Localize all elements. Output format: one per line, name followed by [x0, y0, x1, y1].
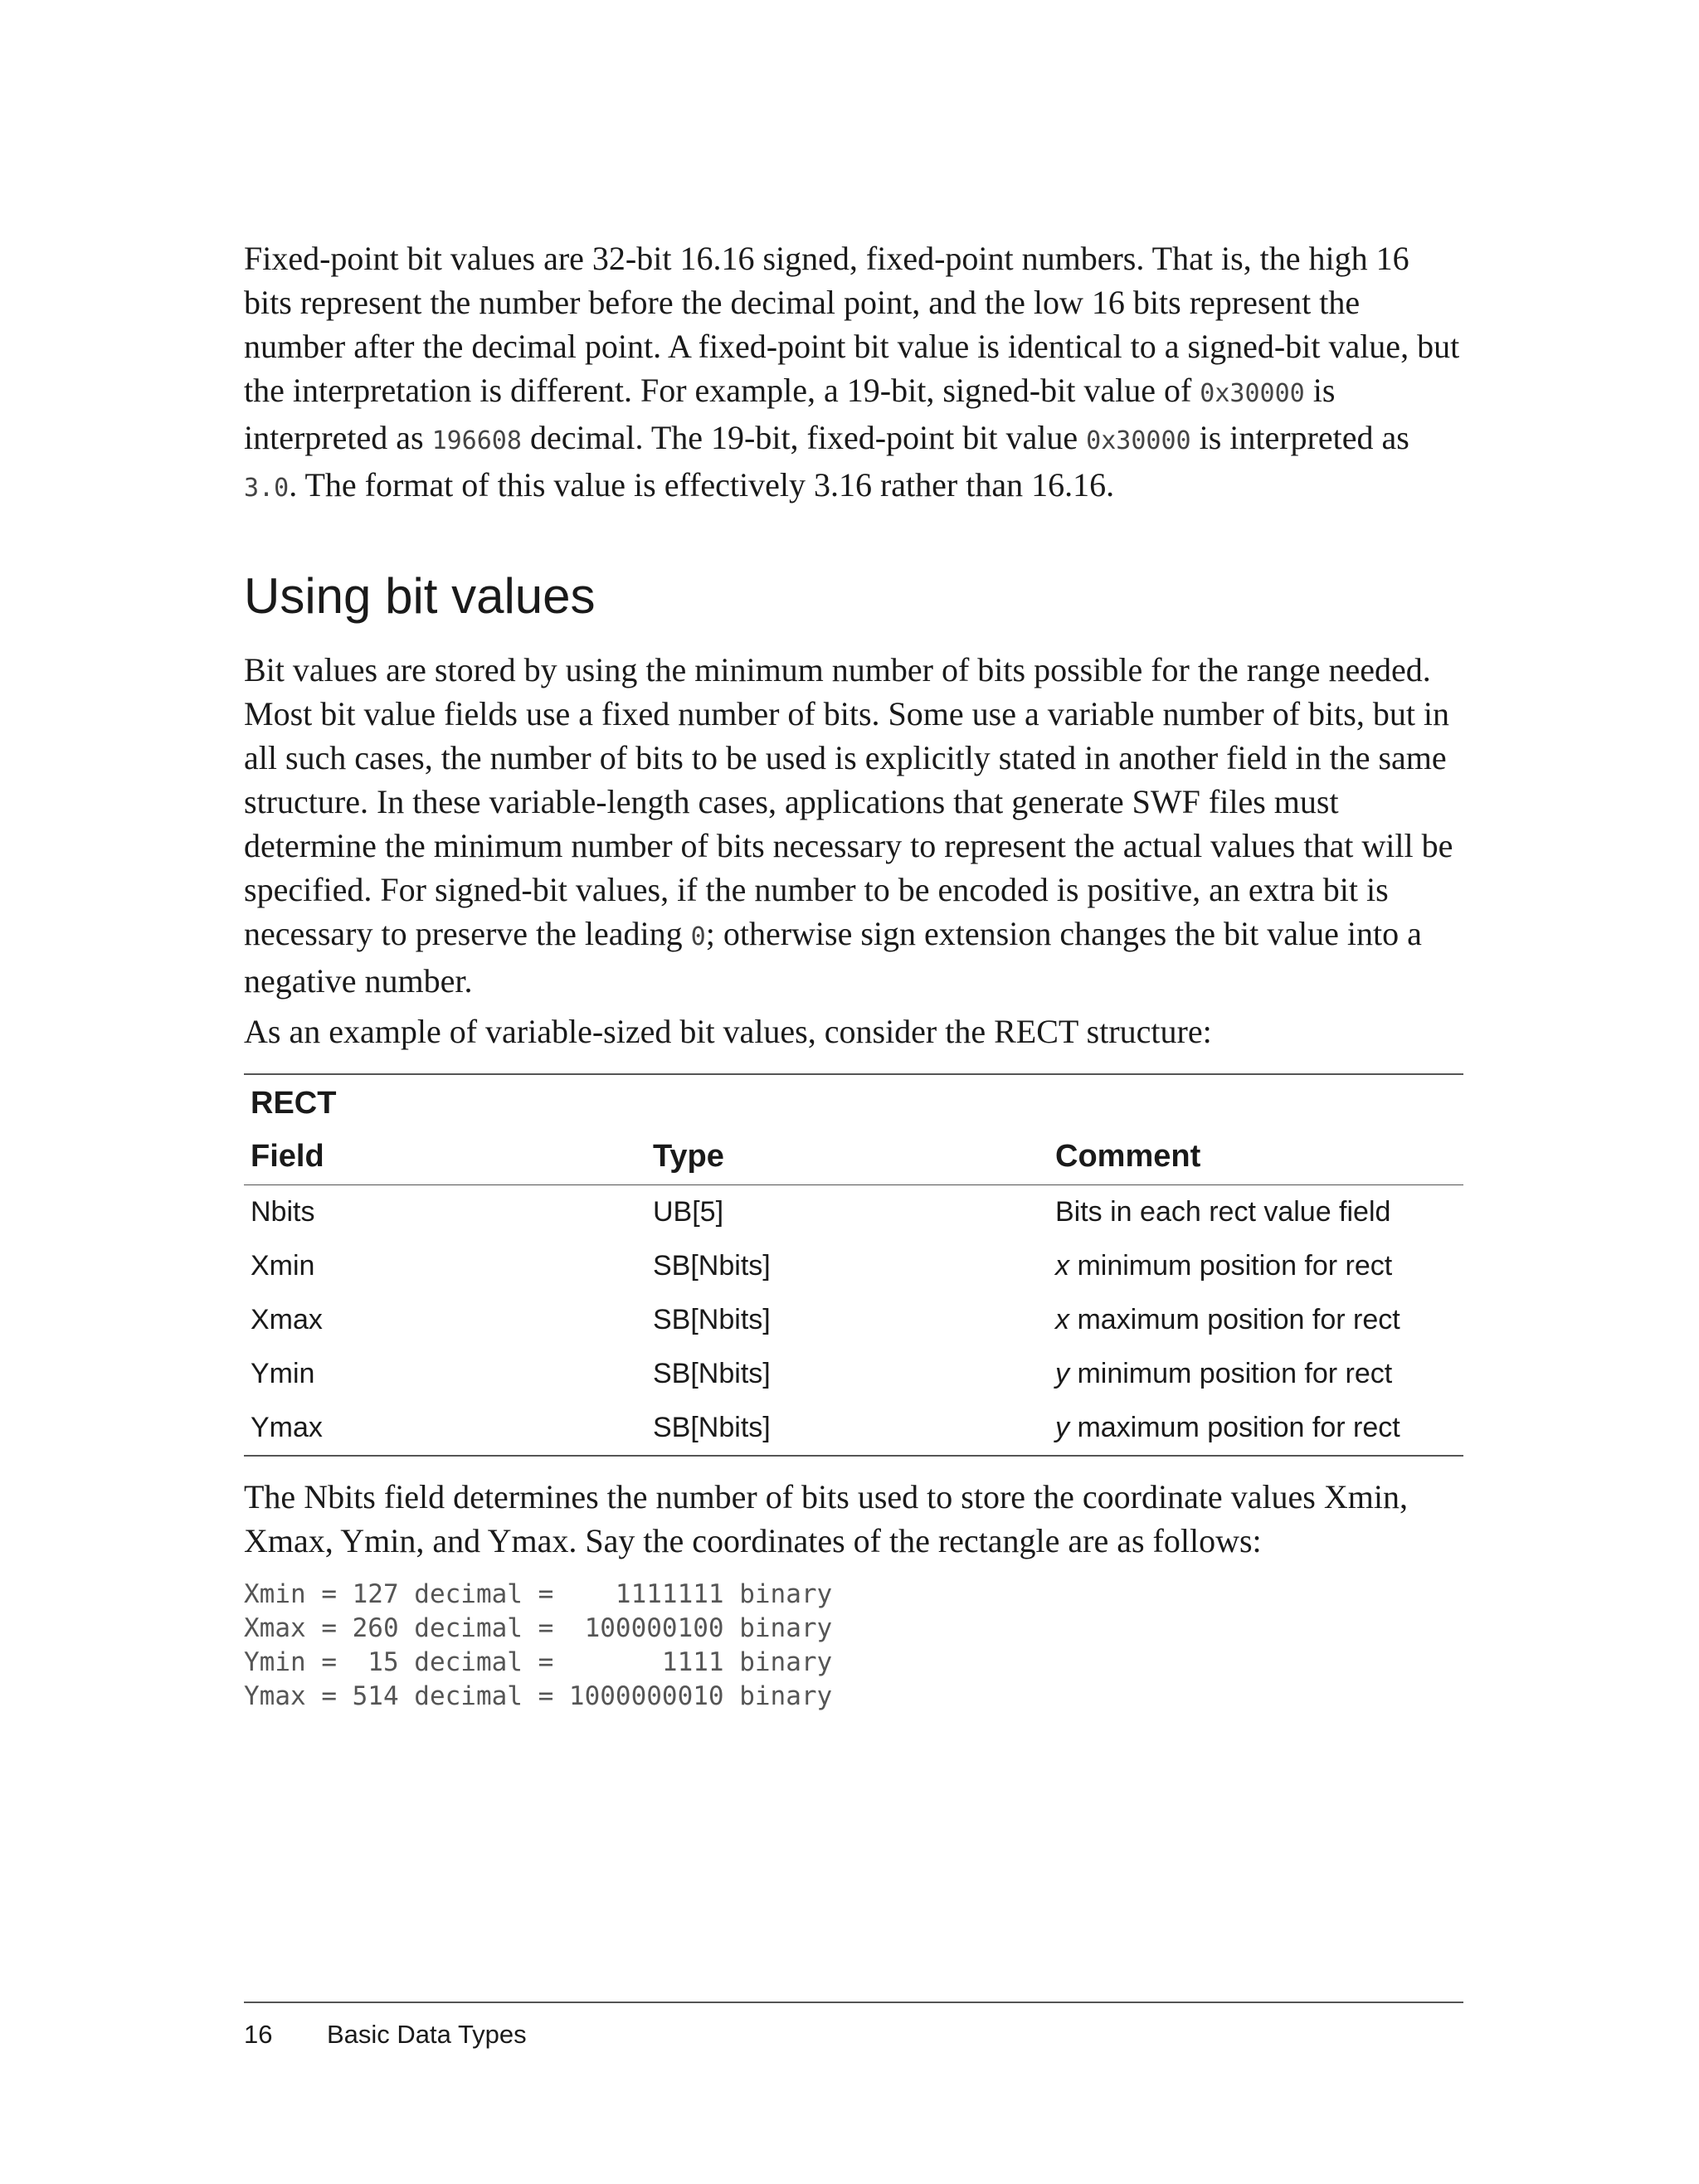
- intro-code-4: 3.0: [244, 474, 290, 503]
- row-comment-text: maximum position for rect: [1069, 1304, 1400, 1335]
- code-line: Ymax = 514 decimal = 1000000010 binary: [244, 1681, 833, 1711]
- table-header-row: [244, 1128, 1463, 1185]
- section-body: [244, 648, 1463, 1003]
- row-field: Nbits: [251, 1196, 315, 1228]
- code-block: [244, 1578, 1463, 1714]
- section-body-text-1: Bit values are stored by using the minimum number of bits possible for the range needed. Most bit value fields use a fixed number of bits. Some use a variable number of bits, but in all such cases, the number of bits to be used is explicitly stated in another field in the same structure. In these variable-length cases, applications that generate SWF files must determine the minimum number of bits necessary to represent the actual values that will be specified. For signed-bit values, if the number to be encoded is positive, an extra bit is necessary to preserve the leading: [244, 651, 1453, 952]
- intro-text-1: Fixed-point bit values are 32-bit 16.16 signed, fixed-point numbers. That is, the high 16 bits represent the number before the decimal point, and the low 16 bits represent the number after the decimal point. A fixed-point bit value is identical to a signed-bit value, but the interpretation is different. For example, a 19-bit, signed-bit value of: [244, 240, 1460, 409]
- table-row: [244, 1185, 1463, 1239]
- table-row: [244, 1293, 1463, 1347]
- row-field: Ymin: [251, 1358, 315, 1389]
- row-comment: [1055, 1358, 1463, 1390]
- table-row: [244, 1239, 1463, 1293]
- row-comment-text: maximum position for rect: [1069, 1412, 1400, 1443]
- code-line: Ymin = 15 decimal = 1111 binary: [244, 1647, 833, 1677]
- after-table-paragraph: The Nbits field determines the number of bits used to store the coordinate values Xmin, Xmax, Ymin, and Ymax. Say the coordinates of the rectangle are as follows:: [244, 1478, 1408, 1559]
- row-comment-var: y: [1055, 1358, 1069, 1389]
- page-content: [244, 236, 1463, 1714]
- code-line: Xmin = 127 decimal = 1111111 binary: [244, 1579, 833, 1609]
- header-comment: Comment: [1055, 1138, 1201, 1174]
- row-comment-var: y: [1055, 1412, 1069, 1443]
- section-heading: Using bit values: [244, 568, 596, 624]
- row-field: Xmin: [251, 1250, 315, 1282]
- intro-text-2: is interpreted as: [244, 372, 1336, 456]
- page-footer: [244, 2002, 1463, 2050]
- row-type: SB[Nbits]: [653, 1412, 771, 1443]
- row-comment-text: minimum position for rect: [1069, 1250, 1393, 1282]
- intro-paragraph: [244, 236, 1463, 510]
- chapter-title: Basic Data Types: [327, 2020, 527, 2049]
- intro-text-3: decimal. The 19-bit, fixed-point bit value: [521, 419, 1087, 456]
- row-comment-var: x: [1055, 1304, 1069, 1335]
- row-type: SB[Nbits]: [653, 1358, 771, 1389]
- code-line: Xmax = 260 decimal = 100000100 binary: [244, 1613, 833, 1643]
- row-type: SB[Nbits]: [653, 1304, 771, 1335]
- row-comment: [1055, 1304, 1463, 1336]
- rect-table: [244, 1073, 1463, 1457]
- example-intro: As an example of variable-sized bit values, consider the RECT structure:: [244, 1013, 1212, 1050]
- row-comment: [1055, 1412, 1463, 1444]
- row-type: SB[Nbits]: [653, 1250, 771, 1282]
- row-comment: [1055, 1250, 1463, 1282]
- intro-code-2: 196608: [431, 426, 522, 455]
- header-type: Type: [653, 1138, 724, 1174]
- row-field: Ymax: [251, 1412, 323, 1443]
- intro-text-4: is interpreted as: [1190, 419, 1409, 456]
- section-body-code: 0: [690, 922, 706, 951]
- row-comment-text: minimum position for rect: [1069, 1358, 1393, 1389]
- row-comment-text: Bits in each rect value field: [1055, 1196, 1391, 1228]
- table-row: [244, 1401, 1463, 1455]
- row-field: Xmax: [251, 1304, 323, 1335]
- intro-text-5: . The format of this value is effectively 3.16 rather than 16.16.: [289, 466, 1115, 503]
- header-field: Field: [251, 1138, 324, 1174]
- intro-code-3: 0x30000: [1086, 426, 1191, 455]
- page-number: 16: [244, 2020, 273, 2049]
- row-comment-var: x: [1055, 1250, 1069, 1282]
- table-title: RECT: [251, 1086, 337, 1121]
- row-comment: [1055, 1196, 1463, 1228]
- section-body-text-2: ; otherwise sign extension changes the bit value into a negative number.: [244, 915, 1422, 1000]
- row-type: UB[5]: [653, 1196, 724, 1228]
- intro-code-1: 0x30000: [1200, 379, 1305, 408]
- table-row: [244, 1347, 1463, 1401]
